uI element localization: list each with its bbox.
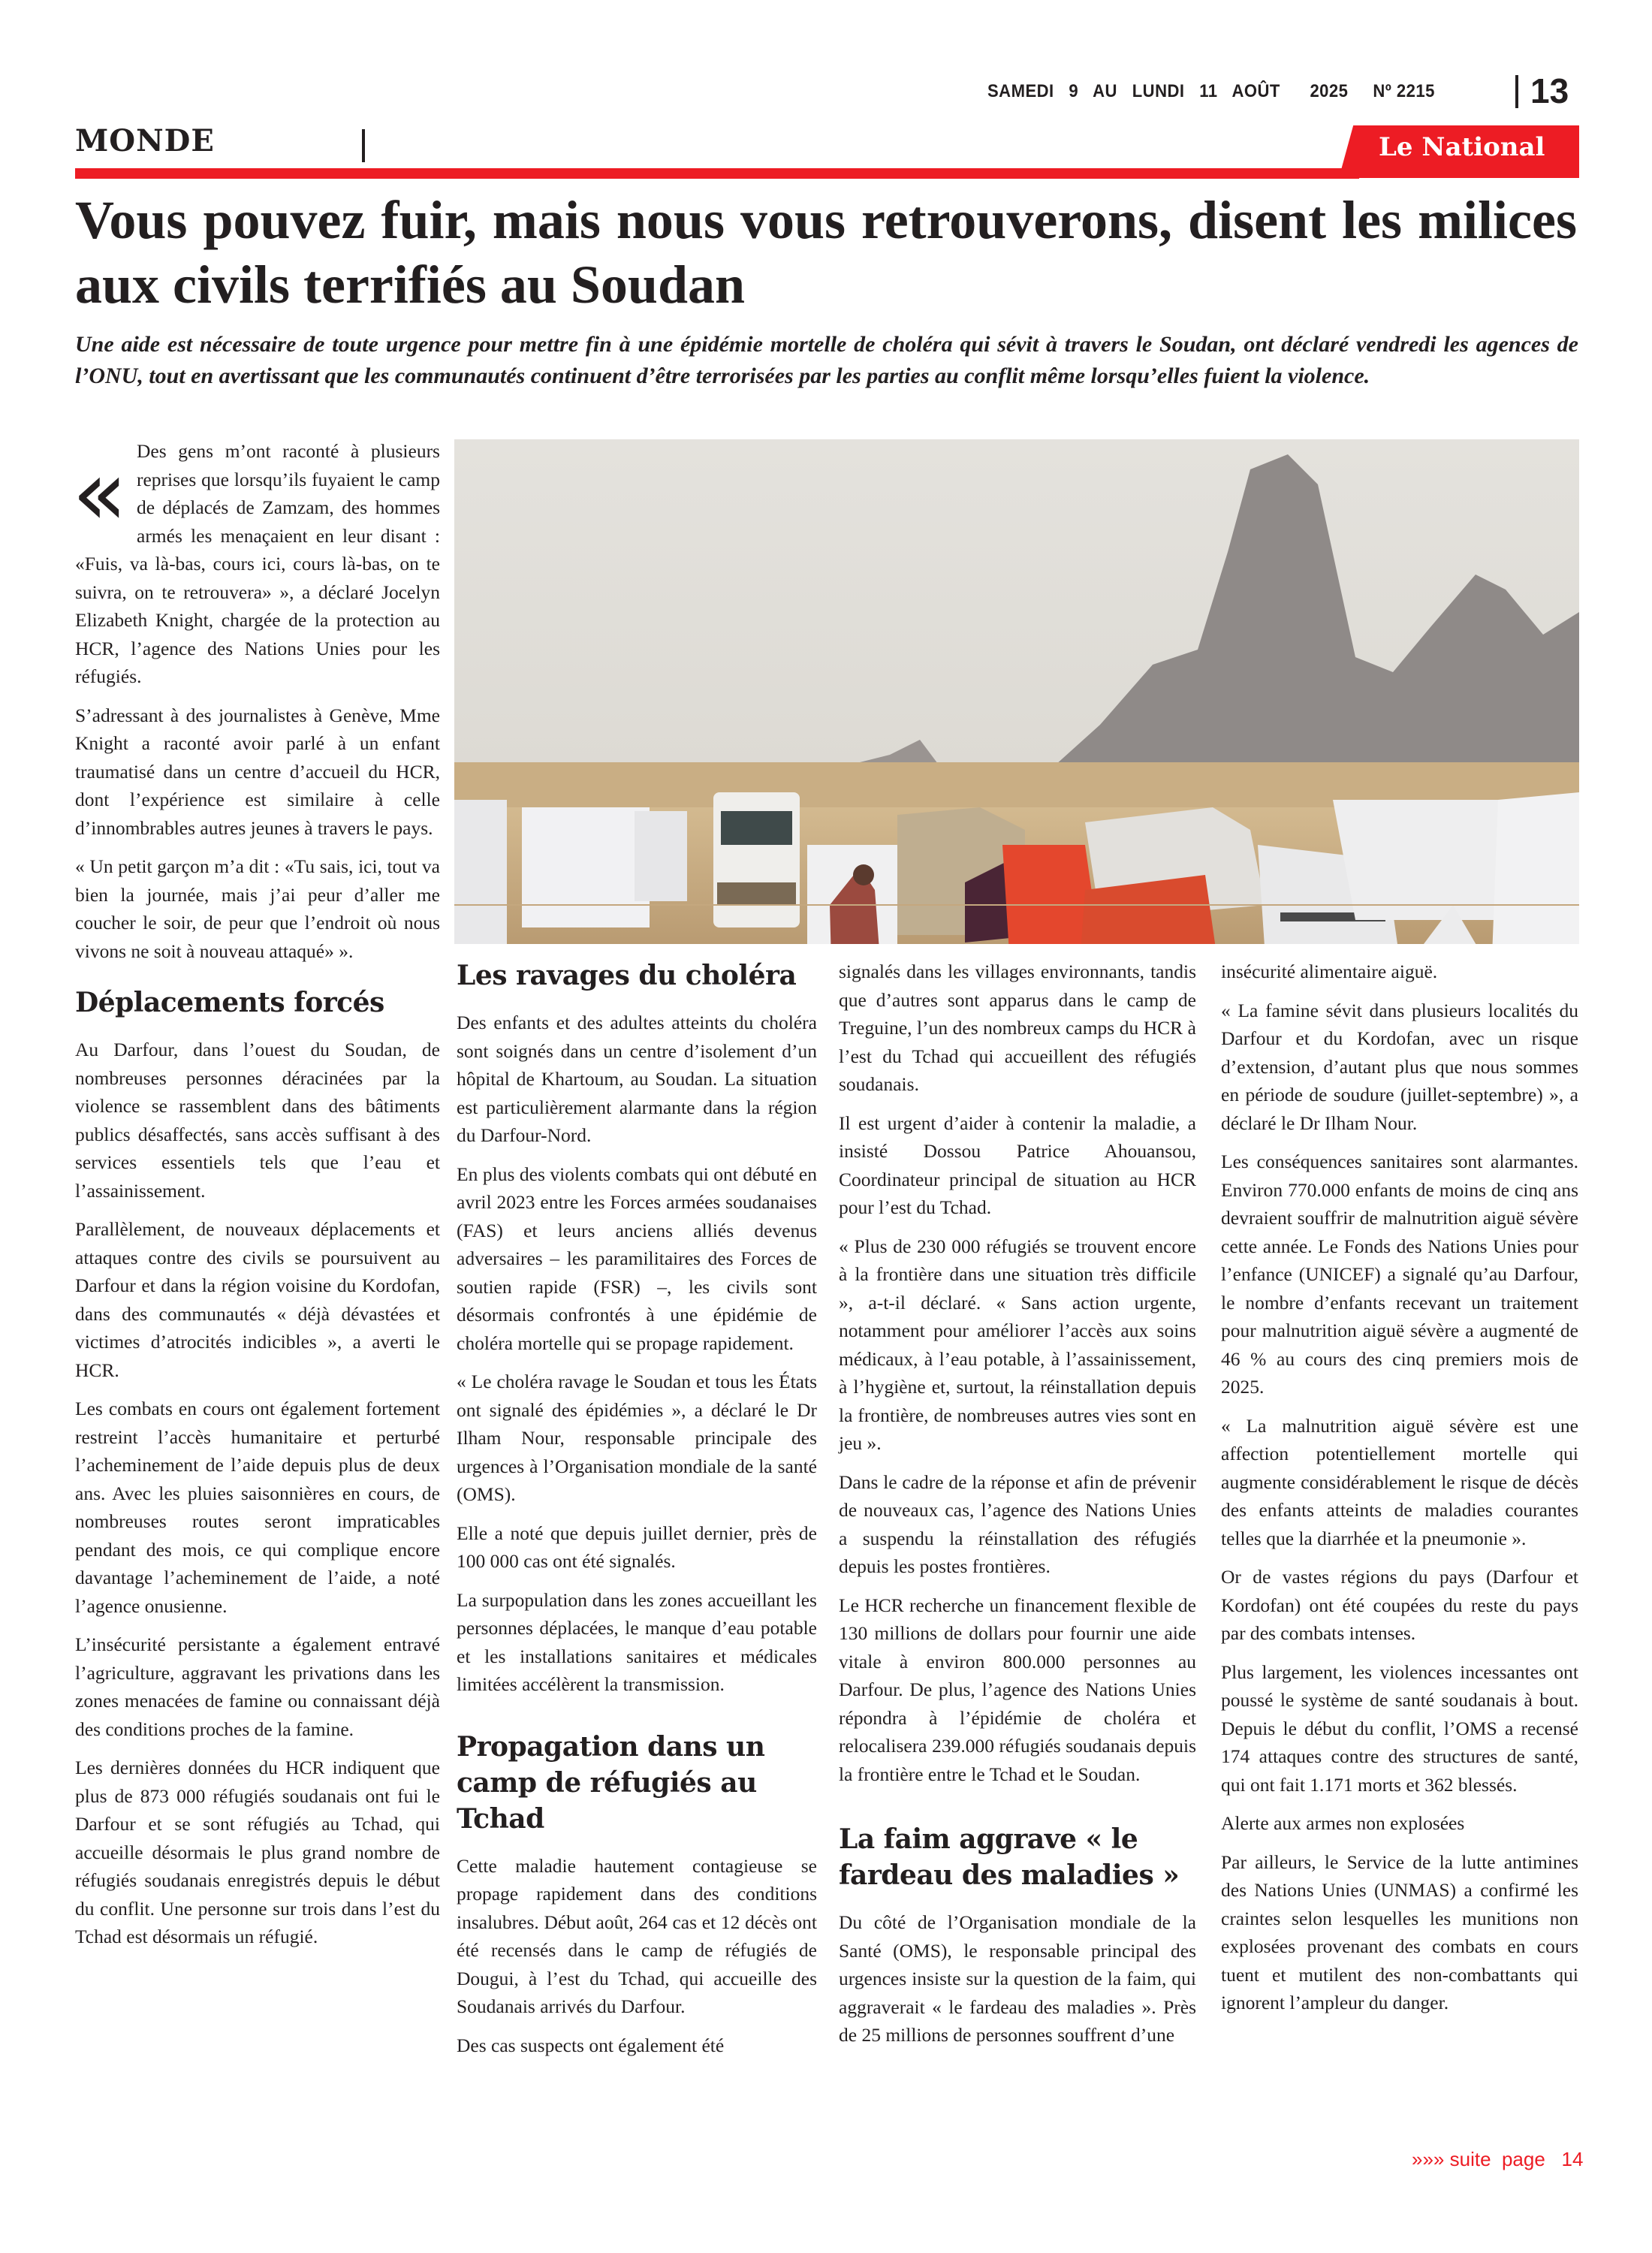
issue-dateline: SAMEDI 9 AU LUNDI 11 AOÛT 2025 Nº 2215	[987, 81, 1435, 101]
article-column-3	[839, 958, 1196, 2060]
paragraph: Le HCR recherche un financement flexible de 130 millions de dollars pour fournir une aide vitale à environ 800.000 personnes au Darfour. De plus, l’agence des Nations Unies répondra à l’épidémie de choléra et relocalisera 239.000 réfugiés soudanais depuis la frontière entre le Tchad et le Soudan.	[839, 1594, 1196, 1785]
section-divider	[362, 129, 365, 162]
paragraph: Les combats en cours ont également fortement restreint l’accès humanitaire et perturbé l’acheminement de l’aide depuis plus de deux ans. Avec les pluies saisonnières en cours, de nombreuses routes seront impraticables pendant des mois, ce qui complique encore davantage l’acheminement de l’aide, a noté l’agence onusienne.	[75, 1398, 440, 1617]
paragraph: « La malnutrition aiguë sévère est une affection potentiellement mortelle qui augmente considérablement le risque de décès des enfants atteints de maladies courantes telles que la diarrhée et la pneumonie ».	[1221, 1414, 1578, 1549]
subheading-propagation-camp: Propagation dans un camp de réfugiés au Tchad	[457, 1730, 765, 1835]
paragraph: Des cas suspects ont également été	[457, 2034, 725, 2056]
article-column-4	[1221, 958, 1578, 2028]
paragraph: Du côté de l’Organisation mondiale de la Santé (OMS), le responsable principal des urgences insiste sur la question de la faim, qui aggraverait « le fardeau des maladies ». Près de 25 millions de personnes souffrent d’une	[839, 1911, 1196, 2046]
paragraph: Au Darfour, dans l’ouest du Soudan, de nombreuses personnes déracinées par la violence se rassemblent dans des bâtiments publics désaffectés, sans accès suffisant à des services essentiels tels que l’eau et l’assainissement.	[75, 1039, 440, 1202]
paragraph: Cette maladie hautement contagieuse se propage rapidement dans des conditions insalubres. Début août, 264 cas et 12 décès ont été recensés dans le camp de réfugiés de Dougui, à l’est du Tchad, qui accueille des Soudanais arrivés du Darfour.	[457, 1854, 817, 2017]
paragraph: signalés dans les villages environnants, tandis que d’autres sont apparus dans le camp de Treguine, l’un des nombreux camps du HCR à l’est du Tchad qui accueillent des réfugiés soudanais.	[839, 961, 1196, 1095]
paragraph: Il est urgent d’aider à contenir la maladie, a insisté Dossou Patrice Ahouansou, Coordinateur principal de situation au HCR pour l’est du Tchad.	[839, 1111, 1196, 1218]
open-quote-ornament: «	[72, 442, 128, 546]
paragraph: La surpopulation dans les zones accueillant les personnes déplacées, le manque d’eau potable et les installations sanitaires et médicales limitées accélèrent la transmission.	[457, 1588, 817, 1695]
publication-name: Le National	[1379, 132, 1545, 162]
paragraph: Les conséquences sanitaires sont alarmantes. Environ 770.000 enfants de moins de cinq ans devraient souffrir de malnutrition aiguë sévère cette année. Le Fonds des Nations Unies pour l’enfance (UNICEF) a signalé qu’au Darfour, le nombre d’enfants recevant un traitement pour malnutrition aiguë sévère a augmenté de 46 % au cours des cinq premiers mois de 2025.	[1221, 1151, 1578, 1398]
subheading-faim-aggrave: La faim aggrave « le fardeau des maladies »	[839, 1823, 1180, 1891]
paragraph: Or de vastes régions du pays (Darfour et Kordofan) ont été coupées du reste du pays par des combats intenses.	[1221, 1566, 1578, 1644]
paragraph: Dans le cadre de la réponse et afin de prévenir de nouveaux cas, l’agence des Nations Unies a suspendu la réinstallation des réfugiés depuis les postes frontières.	[839, 1470, 1196, 1577]
section-label: MONDE	[75, 123, 215, 158]
subheading-ravages-cholera: Les ravages du choléra	[457, 960, 797, 991]
header-red-rule	[75, 168, 1359, 179]
article-column-1	[72, 437, 440, 1962]
subheading-deplacements-forces: Déplacements forcés	[75, 987, 384, 1018]
paragraph: Les dernières données du HCR indiquent que plus de 873 000 réfugiés soudanais ont fui le Darfour et se sont réfugiés au Tchad, qui accueille désormais le plus grand nombre de réfugiés soudanais enregistrés depuis le début du conflit. Une personne sur trois dans l’est du Tchad est désormais un réfugié.	[75, 1757, 440, 1947]
paragraph: « Un petit garçon m’a dit : «Tu sais, ici, tout va bien la journée, mais j’ai peur d’aller me coucher le soir, de peur que l’endroit où nous vivons ne soit à nouveau attaqué» ».	[75, 855, 440, 962]
paragraph: insécurité alimentaire aiguë.	[1221, 961, 1438, 982]
paragraph: Des gens m’ont raconté à plusieurs reprises que lorsqu’ils fuyaient le camp de déplacés de Zamzam, des hommes armés les menaçaient en leur disant : «Fuis, va là-bas, cours ici, cours là-bas, on te suivra, on te retrouvera» », a déclaré Jocelyn Elizabeth Knight, chargée de la protection au HCR, l’agence des Nations Unies pour les réfugiés.	[75, 440, 440, 687]
article-standfirst: Une aide est nécessaire de toute urgence pour mettre fin à une épidémie mortelle de choléra qui sévit à travers le Soudan, ont déclaré vendredi les agences de l’ONU, tout en avertissant que les communautés continuent d’être terrorisées par les parties au conflit même lorsqu’elles fuient la violence.	[75, 332, 1578, 388]
inline-subheading-armes-non-explosees: Alerte aux armes non explosées	[1221, 1812, 1465, 1834]
article-column-2	[457, 958, 817, 2070]
article-photo	[454, 439, 1579, 944]
paragraph: En plus des violents combats qui ont débuté en avril 2023 entre les Forces armées soudanaises (FAS) et leurs anciens alliés devenus adversaires – les paramilitaires des Forces de soutien rapide (FSR) –, les civils sont désormais confrontés à une épidémie de choléra mortelle qui se propage rapidement.	[457, 1163, 817, 1354]
article-headline: Vous pouvez fuir, mais nous vous retrouverons, disent les milices aux civils terrifiés au Soudan	[75, 190, 1577, 315]
page-number-divider	[1515, 75, 1518, 108]
refugee-camp-image	[454, 439, 1579, 944]
continued-on-page-link[interactable]: »»» suite page 14	[1412, 2148, 1584, 2170]
paragraph: Elle a noté que depuis juillet dernier, près de 100 000 cas ont été signalés.	[457, 1522, 817, 1572]
paragraph: « Plus de 230 000 réfugiés se trouvent encore à la frontière dans une situation très difficile », a-t-il déclaré. « Sans action urgente, notamment pour améliorer l’accès aux soins médicaux, à l’eau potable, à l’assainissement, à l’hygiène et, surtout, la réinstallation depuis la frontière, de nombreuses autres vies sont en jeu ».	[839, 1235, 1196, 1454]
paragraph: « Le choléra ravage le Soudan et tous les États ont signalé des épidémies », a déclaré le Dr Ilham Nour, responsable principale des urgences à l’Organisation mondiale de la santé (OMS).	[457, 1371, 817, 1505]
paragraph: L’insécurité persistante a également entravé l’agriculture, aggravant les privations dans les zones menacées de famine ou connaissant déjà des conditions proches de la famine.	[75, 1633, 440, 1740]
paragraph: « La famine sévit dans plusieurs localités du Darfour et du Kordofan, avec un risque d’extension, d’autant plus que nous sommes en période de soudure (juillet-septembre) », a déclaré le Dr Ilham Nour.	[1221, 999, 1578, 1134]
paragraph: S’adressant à des journalistes à Genève, Mme Knight a raconté avoir parlé à un enfant traumatisé dans un centre d’accueil du HCR, dont l’expérience est similaire à celle d’innombrables autres jeunes à travers le pays.	[75, 704, 440, 839]
page-number: 13	[1530, 71, 1569, 110]
paragraph: Par ailleurs, le Service de la lutte antimines des Nations Unies (UNMAS) a confirmé les craintes selon lesquelles les munitions non explosées provenant des combats en cours tuent et mutilent des non-combattants qui ignorent l’ampleur du danger.	[1221, 1850, 1578, 2013]
paragraph: Parallèlement, de nouveaux déplacements et attaques contre des civils se poursuivent au Darfour et dans la région voisine du Kordofan, dans des communautés « déjà dévastées et victimes d’atrocités indicibles », a averti le HCR.	[75, 1218, 440, 1381]
paragraph: Des enfants et des adultes atteints du choléra sont soignés dans un centre d’isolement d’un hôpital de Khartoum, au Soudan. La situation est particulièrement alarmante dans la région du Darfour-Nord.	[457, 1012, 817, 1146]
paragraph: Plus largement, les violences incessantes ont poussé le système de santé soudanais à bout. Depuis le début du conflit, l’OMS a recensé 174 attaques contre des structures de santé, qui ont fait 1.171 morts et 362 blessés.	[1221, 1660, 1578, 1796]
